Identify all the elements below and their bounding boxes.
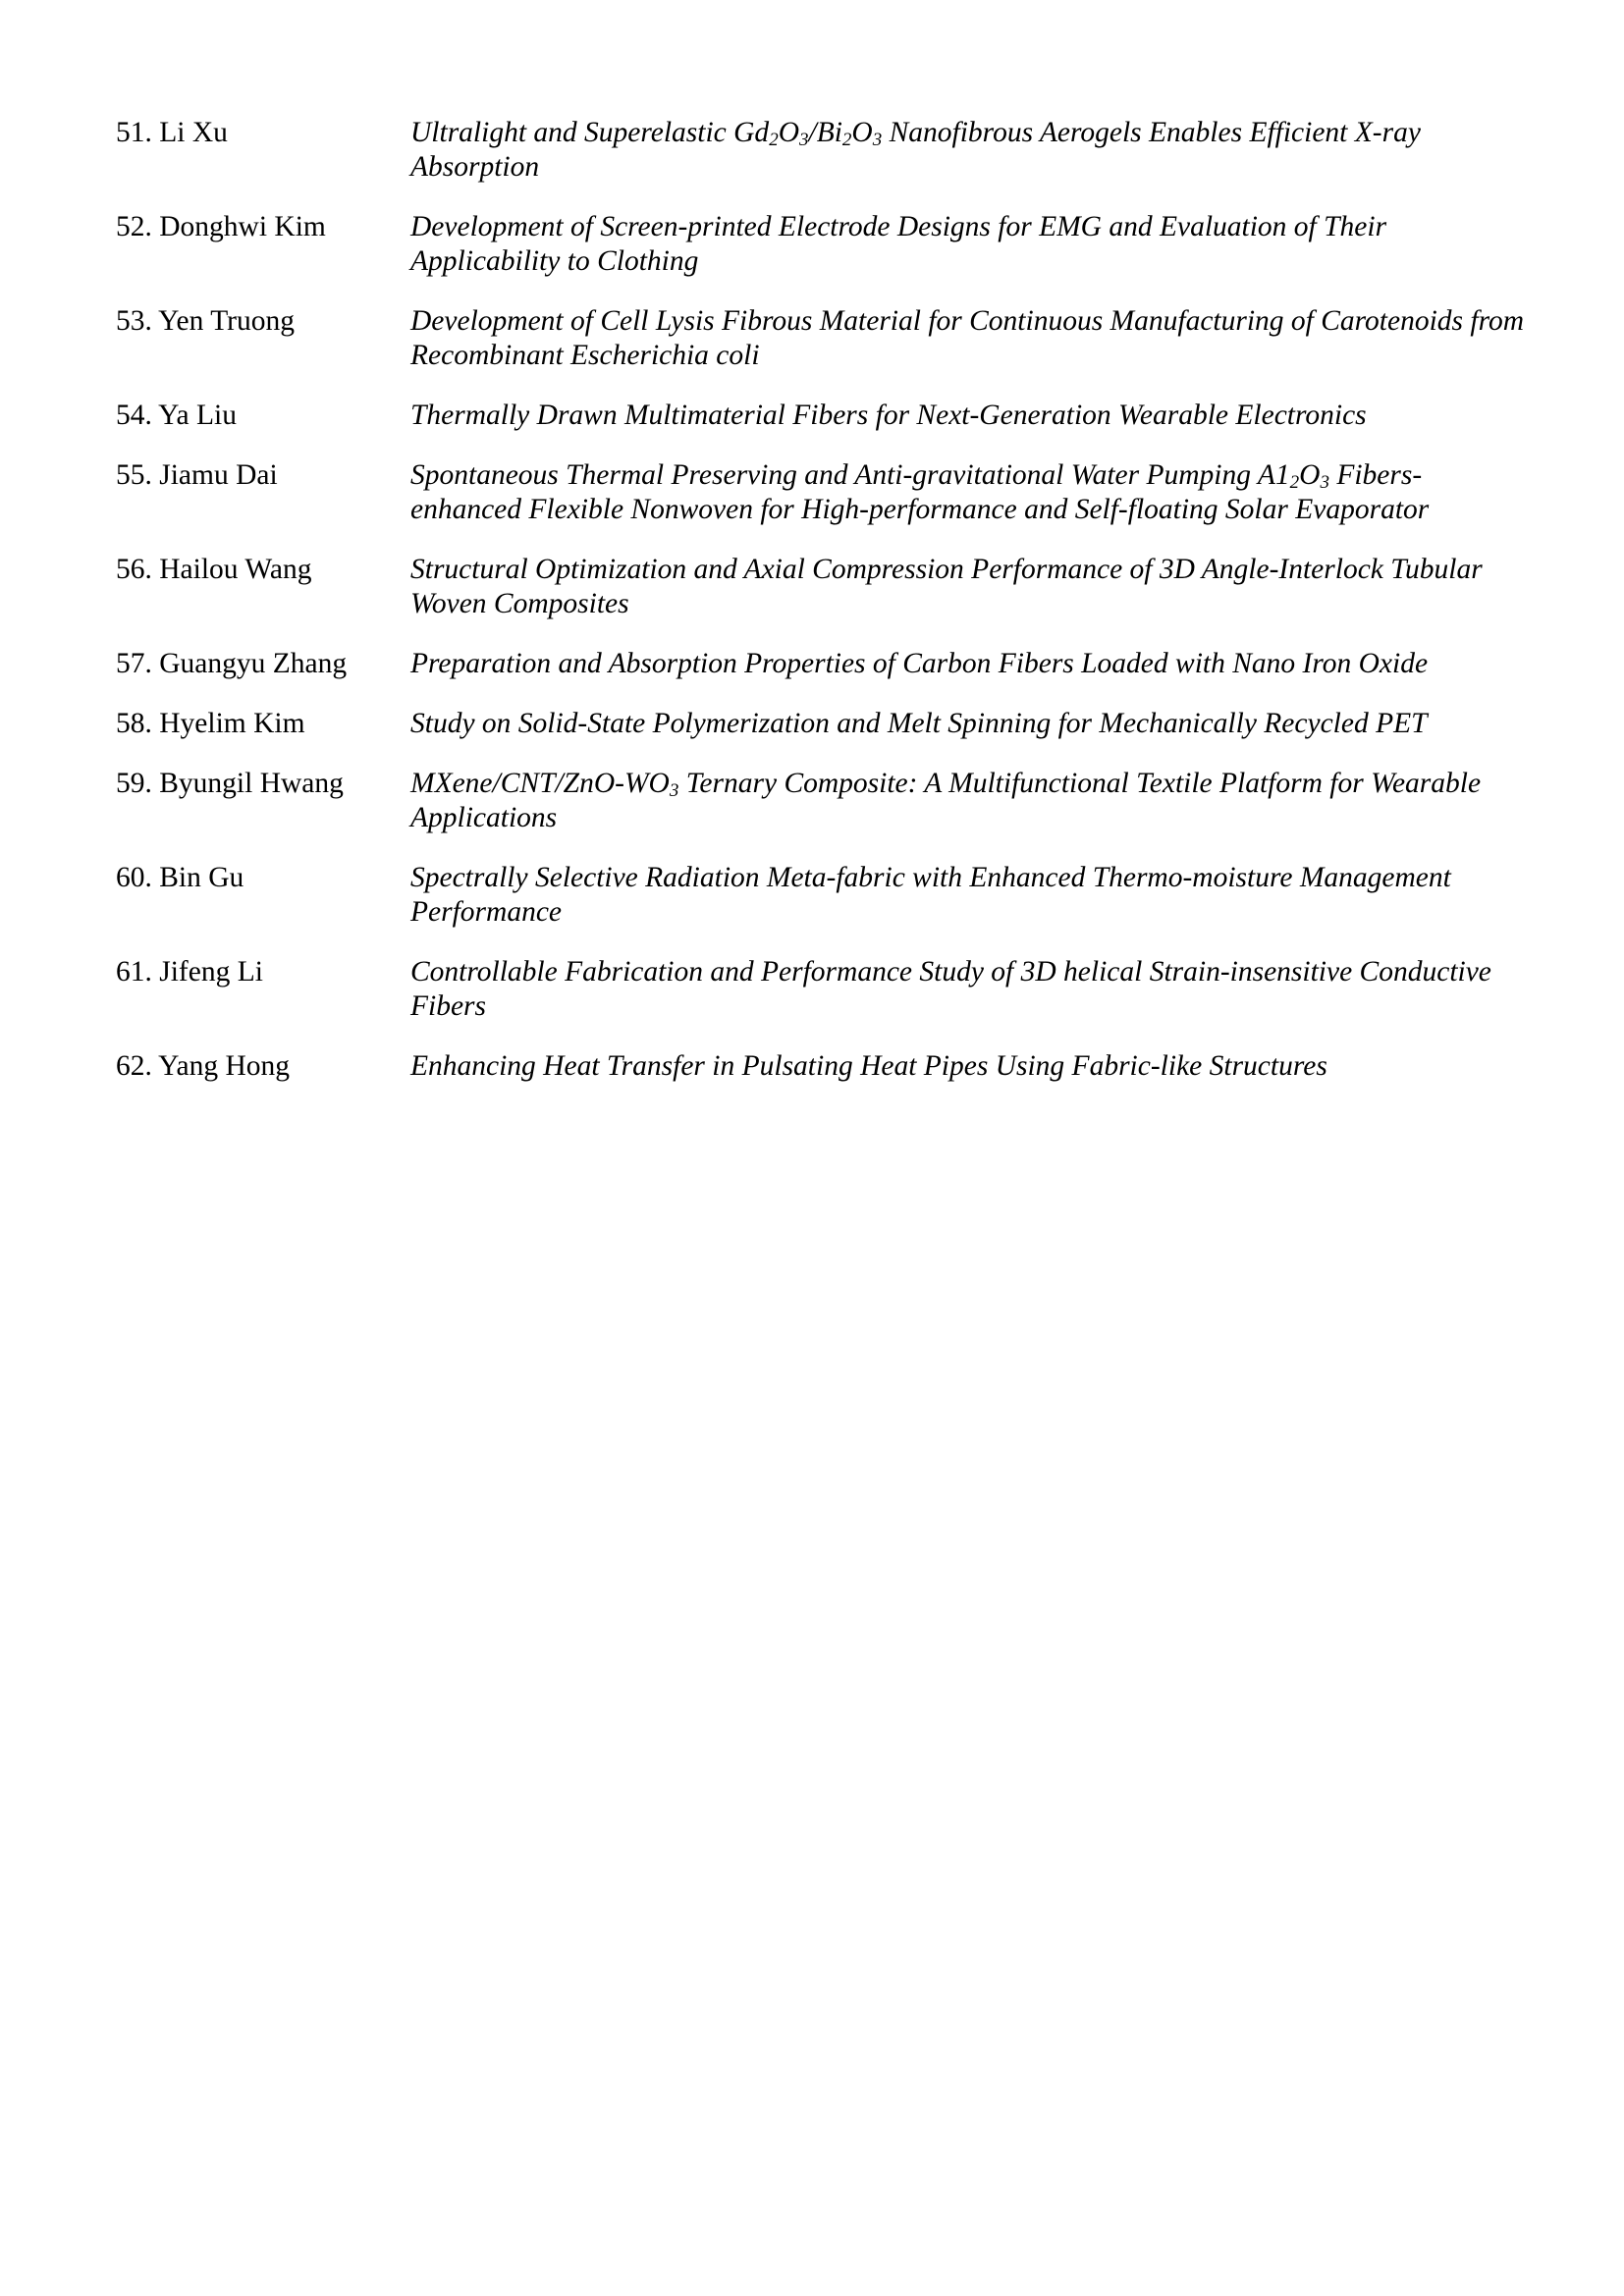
title-text: Thermally Drawn Multimaterial Fibers for Next-Generation Wearable Electronics [410, 400, 1367, 431]
presentation-title [410, 304, 1530, 373]
title-text: O [1299, 459, 1321, 491]
list-item [116, 553, 1530, 621]
title-text: Ultralight and Superelastic Gd [410, 117, 770, 148]
author-name: Yang Hong [158, 1050, 291, 1082]
presentation-title [410, 707, 1530, 741]
list-item [116, 458, 1530, 527]
entry-number: 58. [116, 708, 152, 739]
title-text: Enhancing Heat Transfer in Pulsating Heat Pipes Using Fabric-like Structures [410, 1050, 1327, 1082]
title-subscript: 3 [1320, 472, 1329, 493]
presenter-name [116, 399, 410, 433]
entry-number: 60. [116, 862, 152, 893]
author-name: Hyelim Kim [159, 708, 305, 739]
title-text: O [851, 117, 873, 148]
title-text: MXene/CNT/ZnO-WO [410, 768, 670, 799]
title-subscript: 3 [799, 130, 809, 150]
presenter-name [116, 553, 410, 587]
presentation-title [410, 458, 1530, 527]
title-text: Study on Solid-State Polymerization and Melt Spinning for Mechanically Recycled PET [410, 708, 1428, 739]
title-subscript: 3 [669, 780, 679, 801]
author-name: Donghwi Kim [159, 211, 326, 242]
title-text: Spontaneous Thermal Preserving and Anti-gravitational Water Pumping A1 [410, 459, 1290, 491]
presentation-title [410, 210, 1530, 279]
presentation-title [410, 767, 1530, 835]
list-item [116, 767, 1530, 835]
title-text: Preparation and Absorption Properties of Carbon Fibers Loaded with Nano Iron Oxide [410, 648, 1429, 679]
list-item [116, 399, 1530, 433]
entry-number: 62. [116, 1050, 152, 1082]
title-text: Nanofibrous Aerogels Enables Efficient X-ray Absorption [410, 117, 1421, 183]
presentation-title [410, 955, 1530, 1024]
entry-number: 56. [116, 554, 152, 585]
entry-number: 61. [116, 956, 152, 988]
presenter-name [116, 116, 410, 150]
presenter-name [116, 458, 410, 493]
presentation-title [410, 1049, 1530, 1084]
list-item [116, 647, 1530, 681]
list-item [116, 1049, 1530, 1084]
presentation-title [410, 861, 1530, 930]
author-name: Bin Gu [159, 862, 244, 893]
presentation-title [410, 399, 1530, 433]
author-name: Ya Liu [158, 400, 237, 431]
list-item [116, 955, 1530, 1024]
author-name: Li Xu [159, 117, 228, 148]
author-name: Jiamu Dai [159, 459, 278, 491]
presenter-name [116, 647, 410, 681]
title-text: Controllable Fabrication and Performance Study of 3D helical Strain-insensitive Conductive Fibers [410, 956, 1491, 1022]
title-text: Spectrally Selective Radiation Meta-fabric with Enhanced Thermo-moisture Management Performance [410, 862, 1451, 928]
presenter-name [116, 304, 410, 339]
title-text: Development of Cell Lysis Fibrous Material for Continuous Manufacturing of Carotenoids from Recombinant Escherichia coli [410, 305, 1525, 371]
author-name: Yen Truong [158, 305, 295, 337]
title-subscript: 2 [1289, 472, 1300, 493]
author-name: Byungil Hwang [159, 768, 344, 799]
presenter-name [116, 861, 410, 895]
title-text: Development of Screen-printed Electrode Designs for EMG and Evaluation of Their Applicability to Clothing [410, 211, 1387, 277]
title-text: O [778, 117, 799, 148]
entry-number: 53. [116, 305, 152, 337]
presenter-name [116, 1049, 410, 1084]
list-item [116, 707, 1530, 741]
title-text: Ternary Composite: A Multifunctional Textile Platform for Wearable Applications [410, 768, 1482, 833]
list-item [116, 304, 1530, 373]
list-item [116, 210, 1530, 279]
title-subscript: 2 [841, 130, 852, 150]
title-text: Fibers-enhanced Flexible Nonwoven for High-performance and Self-floating Solar Evaporator [410, 459, 1430, 525]
presenter-name [116, 210, 410, 244]
author-name: Guangyu Zhang [159, 648, 348, 679]
entry-number: 59. [116, 768, 152, 799]
author-name: Jifeng Li [159, 956, 263, 988]
title-text: /Bi [808, 117, 842, 148]
entry-number: 57. [116, 648, 152, 679]
presentation-title [410, 553, 1530, 621]
list-item [116, 116, 1530, 185]
entry-number: 52. [116, 211, 152, 242]
presenter-name [116, 955, 410, 989]
entry-number: 54. [116, 400, 152, 431]
title-subscript: 3 [872, 130, 883, 150]
title-text: Structural Optimization and Axial Compression Performance of 3D Angle-Interlock Tubular Woven Composites [410, 554, 1483, 619]
presentation-title [410, 647, 1530, 681]
presenter-name [116, 707, 410, 741]
author-name: Hailou Wang [159, 554, 312, 585]
presenter-name [116, 767, 410, 801]
presentation-list [116, 116, 1530, 1109]
list-item [116, 861, 1530, 930]
title-subscript: 2 [769, 130, 779, 150]
entry-number: 51. [116, 117, 152, 148]
entry-number: 55. [116, 459, 152, 491]
presentation-title [410, 116, 1530, 185]
